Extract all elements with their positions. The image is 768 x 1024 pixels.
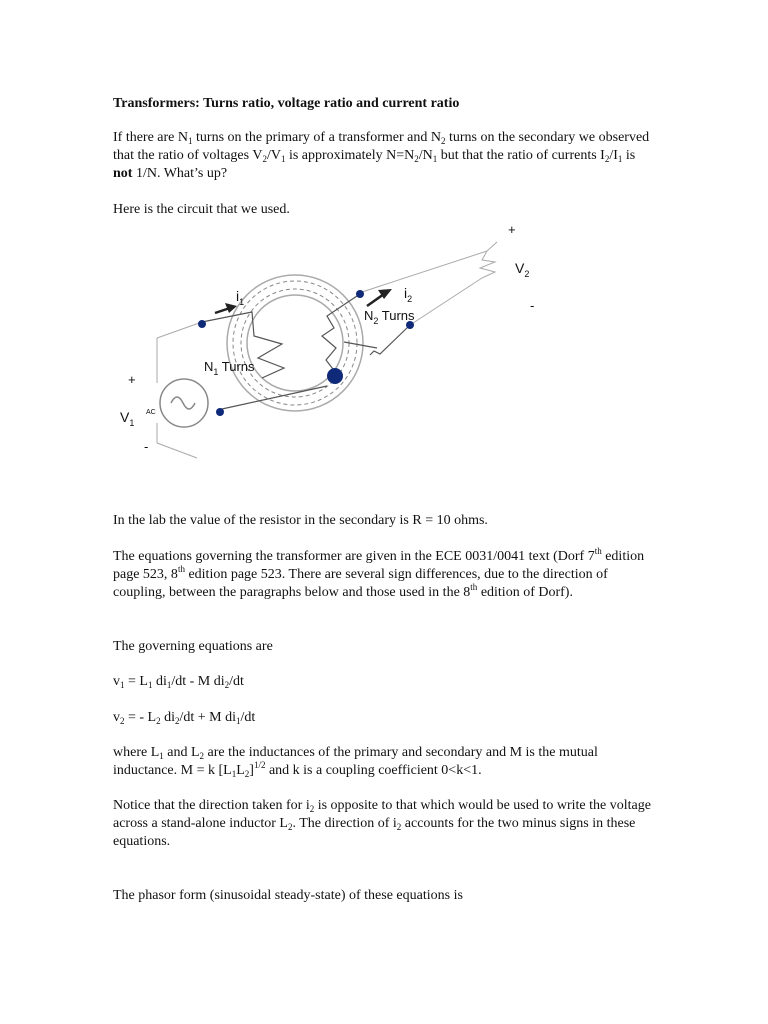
inductance-paragraph: where $L_1$ and $L_2$ are the inductances of the primary and secondary and M is the mutual inductance. M = k $[L_1L_2]^{1/2}$ and k is a coupling coefficient 0<k<1. [113,745,598,779]
n1-turns-label: N [204,359,214,374]
resistor-paragraph: In the lab the value of the resistor in the secondary is R = 10 ohms. [113,513,488,528]
i2-label: i [404,285,408,301]
v1-minus-label: - [144,439,149,454]
ac-label: AC [146,409,156,416]
n2-turns-label: N [364,308,374,323]
i1-label: i [236,288,240,304]
equations-source-paragraph: The equations governing the transformer are given in the ECE 0031/0041 text (Dorf 7th edition page 523, 8th edition page 523. There are several sign differences, due to the direction of coupling, between the paragraphs below and those used in the 8th edition of Dorf). [113,546,645,600]
v2-label: V [515,260,525,276]
transformer-circuit-diagram [112,218,552,508]
phasor-form-paragraph: The phasor form (sinusoidal steady-state) of these equations is [113,888,463,903]
v1-plus-label: + [128,372,136,387]
terminal-dot [216,408,224,416]
intro-paragraph: If there are $N_1$ turns on the primary of a transformer and $N_2$ turns on the secondary we observed that the ratio of voltages $V_2/V_1$ is approximately $N=N_2/N_1$ but that the ratio of currents $I_2/I_1$ is not 1/N. What’s up? [113,130,650,181]
svg-text:i2: $i_2$ [404,285,413,304]
polarity-dot [327,368,343,384]
svg-text:V1: $V_1$ [120,409,135,428]
svg-text:i1: $i_1$ [236,288,245,307]
v1-label: V [120,409,130,425]
equation-v2: $v_2$ = - $L_2$ $di_2/dt + M$ $di_1/dt$ [113,710,256,726]
circuit-intro: Here is the circuit that we used. [113,202,290,217]
svg-text:N2 Turns: $N_2$ Turns [364,308,415,326]
terminal-dot [198,320,206,328]
equation-v1: $v_1 = L_1$ $di_1/dt$ - M $di_2/dt$ [113,674,244,690]
svg-text:N1 Turns: $N_1$ Turns [204,359,255,377]
svg-text:V2: $V_2$ [515,260,530,279]
governing-equations-heading: The governing equations are [113,639,273,654]
direction-paragraph: Notice that the direction taken for $i_2$ is opposite to that which would be used to write the voltage across a stand-alone inductor $L_2$. The direction of $i_2$ accounts for the two minus signs in these equations. [113,798,651,849]
terminal-dot [356,290,364,298]
page-title: Transformers: Turns ratio, voltage ratio and current ratio [113,96,460,111]
ac-source [160,379,208,427]
v2-plus-label: + [508,222,516,237]
v2-minus-label: - [530,298,535,313]
